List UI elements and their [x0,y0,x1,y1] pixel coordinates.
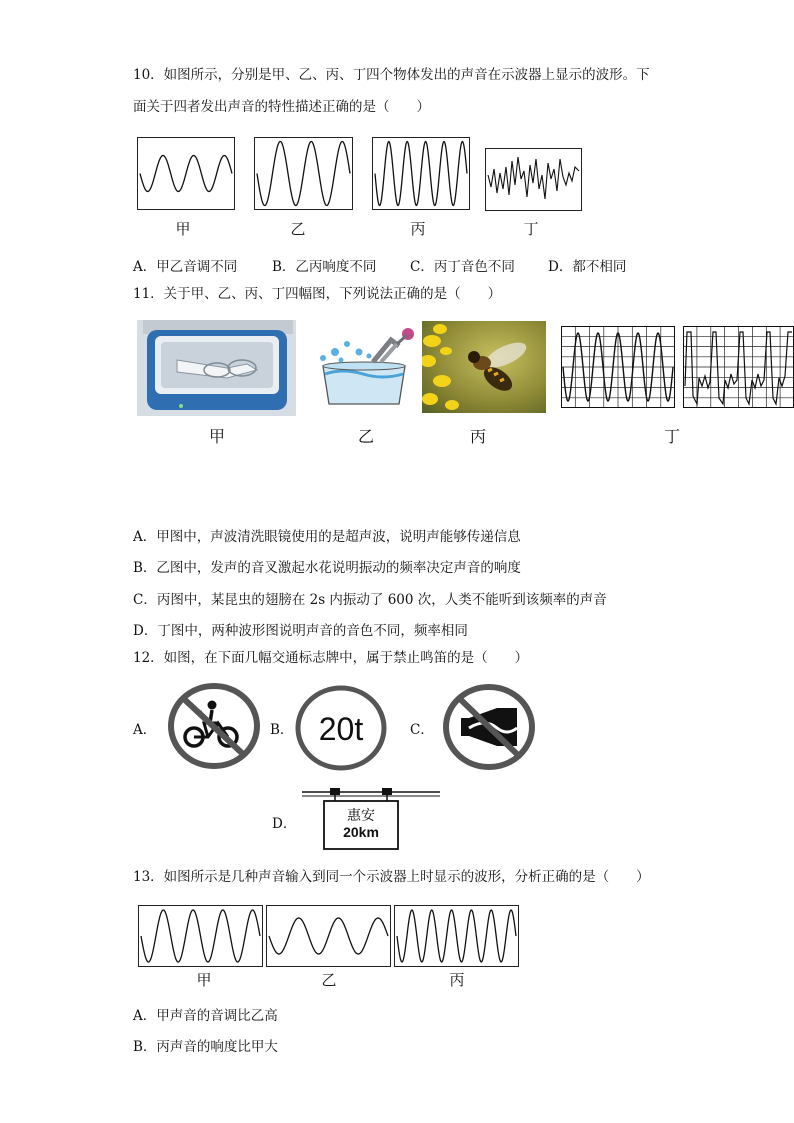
q13-stem: 13．如图所示是几种声音输入到同一个示波器上时显示的波形，分析正确的是（ ） [133,869,650,885]
q10-caption-yi: 乙 [290,220,306,238]
q11-image-tuning-fork [313,322,418,408]
sign-d-place: 惠安 [347,808,375,824]
q11-caption-jia: 甲 [208,427,225,446]
q11-option-c: C．丙图中，某昆虫的翅膀在 2s 内振动了 600 次，人类不能听到该频率的声音 [133,592,607,608]
wave-yi-svg [255,138,352,209]
q10-option-b: B．乙丙响度不同 [272,259,377,275]
q13-wave-bing [394,905,519,967]
q13-wave-jia [138,905,263,967]
q11-caption-yi: 乙 [357,427,374,446]
q10-option-d: D．都不相同 [548,259,627,275]
q10-wave-yi [254,137,353,210]
wave-ding-svg [486,149,581,210]
q10-caption-ding: 丁 [523,220,539,238]
q10-caption-jia: 甲 [175,220,191,238]
q13-option-b: B．丙声音的响度比甲大 [133,1039,278,1055]
q13-caption-yi: 乙 [321,971,337,989]
sign-b-text: 20t [318,711,364,747]
q11-caption-ding: 丁 [663,427,680,446]
q11-option-a: A．甲图中，声波清洗眼镜使用的是超声波，说明声能够传递信息 [133,529,521,545]
horn-icon [441,684,537,770]
q11-stem: 11．关于甲、乙、丙、丁四幅图，下列说法正确的是（ ） [133,286,502,302]
q11-image-wave-grid-1 [561,326,675,408]
q13-caption-jia: 甲 [196,971,212,989]
q12-label-a: A． [133,722,157,738]
q10-wave-jia [137,137,235,210]
wave-jia-svg [138,138,234,209]
sign-no-horn [441,684,537,770]
sign-weight-limit [294,685,388,771]
q11-caption-bing: 丙 [469,427,486,446]
sign-d-distance: 20km [343,824,379,840]
q11-image-bee [422,321,546,413]
q12-label-d: D． [272,816,297,832]
q10-option-c: C．丙丁音色不同 [410,259,515,275]
bicycle-icon [166,683,262,769]
q10-caption-bing: 丙 [410,220,426,238]
wave-bing-svg [373,138,469,209]
q11-option-b: B．乙图中，发声的音叉激起水花说明振动的频率决定声音的响度 [133,560,521,576]
q10-wave-bing [372,137,470,210]
q11-option-d: D．丁图中，两种波形图说明声音的音色不同，频率相同 [133,623,468,639]
q11-image-ultrasonic-cleaner [137,320,296,416]
q13-caption-bing: 丙 [449,971,465,989]
q11-image-wave-grid-2 [683,326,794,408]
q10-stem-line2: 面关于四者发出声音的特性描述正确的是（ ） [133,99,430,115]
sign-no-bicycle [166,683,262,769]
q13-option-a: A．甲声音的音调比乙高 [133,1008,278,1024]
q12-label-c: C． [410,722,434,738]
q10-wave-ding [485,148,582,211]
q10-stem-line1: 10．如图所示，分别是甲、乙、丙、丁四个物体发出的声音在示波器上显示的波形。下 [133,67,650,83]
q10-option-a: A．甲乙音调不同 [133,259,238,275]
q13-wave-yi [266,905,391,967]
q12-stem: 12．如图，在下面几幅交通标志牌中，属于禁止鸣笛的是（ ） [133,650,529,666]
q12-label-b: B． [270,722,294,738]
sign-distance [302,786,442,852]
